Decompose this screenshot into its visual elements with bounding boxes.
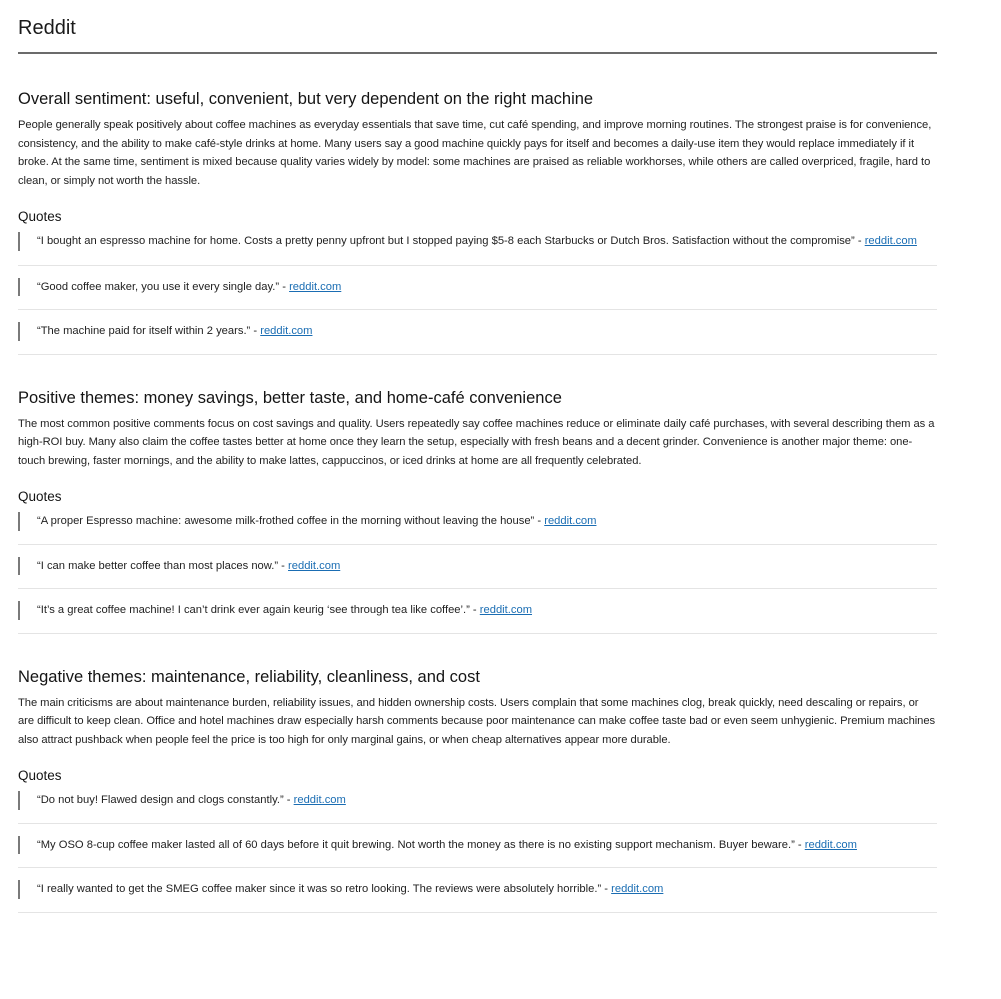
quote-block [18, 880, 937, 899]
section-heading: Overall sentiment: useful, convenient, but very dependent on the right machine [18, 90, 594, 108]
quote-separator: - [601, 883, 612, 895]
quote-block [18, 601, 937, 620]
section-body: The most common positive comments focus on cost savings and quality. Users repeatedly say coffee machines reduce or eliminate daily café purchases, with several describing them as a high-ROI buy. Many also claim the coffee tastes better at home once they learn the setup, especially with fresh beans and a decent grinder. Convenience is another major theme: one-touch brewing, faster mornings, and the ability to make lattes, cappuccinos, or iced drinks at home are all frequently celebrated. [18, 417, 935, 467]
quote-text: “The machine paid for itself within 2 years.” [37, 325, 251, 337]
quote-separator: - [278, 559, 289, 572]
quote-separator: - [283, 794, 294, 806]
page [18, 0, 937, 913]
quote-item [18, 310, 937, 355]
section-heading: Positive themes: money savings, better taste, and home-café convenience [18, 388, 562, 407]
quote-text: “My OSO 8-cup coffee maker lasted all of 60 days before it quit brewing. Not worth the money as there is no existing support mechanism. Buyer beware.” [37, 838, 795, 851]
quote-separator: - [534, 515, 545, 527]
quote-text: “I can make better coffee than most places now.” [37, 559, 279, 572]
page-title: Reddit [18, 17, 76, 39]
quote-text: “Good coffee maker, you use it every single day.” [37, 280, 280, 293]
quotes-label: Quotes [18, 209, 62, 224]
quote-item [18, 868, 937, 913]
section-positive-themes [18, 387, 937, 634]
quote-source-link[interactable]: reddit.com [544, 515, 597, 527]
quote-block [18, 836, 937, 855]
quote-source-link[interactable]: reddit.com [864, 235, 917, 247]
quote-item [18, 824, 937, 869]
quote-block [18, 512, 937, 531]
quote-source-link[interactable]: reddit.com [289, 280, 342, 293]
quote-block [18, 232, 937, 251]
quote-list [18, 232, 937, 355]
section-overall-sentiment [18, 88, 937, 355]
quote-separator: - [794, 838, 805, 851]
section-body: People generally speak positively about coffee machines as everyday essentials that save time, cut café spending, and improve morning routines. The strongest praise is for convenience, consistency, and the ability to make café-style drinks at home. Many users say a good machine quickly pays for itself and becomes a daily-use item they would replace immediately if it broke. At the same time, sentiment is mixed because quality varies widely by model: some machines are praised as reliable workhorses, while others are called overpriced, fragile, hard to clean, or simply not worth the hassle. [18, 119, 932, 187]
section-negative-themes [18, 666, 937, 913]
quote-separator: - [279, 280, 290, 293]
quote-separator: - [854, 235, 865, 247]
quote-source-link[interactable]: reddit.com [288, 559, 341, 572]
quote-text: “I bought an espresso machine for home. Costs a pretty penny upfront but I stopped paying $5-8 each Starbucks or Dutch Bros. Satisfaction without the compromise” [37, 235, 855, 247]
quote-item [18, 512, 937, 545]
quote-list [18, 512, 937, 634]
quote-source-link[interactable]: reddit.com [804, 838, 857, 851]
quote-item [18, 232, 937, 266]
quote-text: “A proper Espresso machine: awesome milk-frothed coffee in the morning without leaving the house” [37, 515, 535, 527]
quote-block [18, 322, 937, 341]
section-heading: Negative themes: maintenance, reliability, cleanliness, and cost [18, 667, 480, 686]
quote-source-link[interactable]: reddit.com [260, 325, 313, 337]
section-body: The main criticisms are about maintenance burden, reliability issues, and hidden ownership costs. Users complain that some machines clog, break quickly, need descaling or repairs, or are difficult to keep clean. Office and hotel machines draw especially harsh comments because poor maintenance can make coffee taste bad or even seem unhygienic. Premium machines also attract pushback when people feel the price is too high for only marginal gains, or when cheap alternatives appear more durable. [18, 696, 936, 746]
quote-list [18, 791, 937, 913]
quote-block [18, 791, 937, 810]
quote-source-link[interactable]: reddit.com [293, 794, 346, 806]
quote-item [18, 266, 937, 311]
quotes-label: Quotes [18, 768, 62, 783]
quote-source-link[interactable]: reddit.com [479, 604, 533, 616]
quote-item [18, 589, 937, 634]
quotes-label: Quotes [18, 489, 62, 504]
quote-separator: - [250, 325, 261, 337]
quote-item [18, 791, 937, 824]
quote-item [18, 545, 937, 590]
quote-text: “I really wanted to get the SMEG coffee maker since it was so retro looking. The reviews were absolutely horrible.” [37, 883, 602, 895]
quote-block [18, 557, 937, 576]
quote-block [18, 278, 937, 297]
quote-text: “Do not buy! Flawed design and clogs constantly.” [37, 794, 284, 806]
quote-source-link[interactable]: reddit.com [611, 883, 664, 895]
title-divider [18, 52, 937, 54]
quote-text: “It’s a great coffee machine! I can’t drink ever again keurig ‘see through tea like coffee’.” [37, 604, 470, 616]
quote-separator: - [469, 604, 480, 616]
